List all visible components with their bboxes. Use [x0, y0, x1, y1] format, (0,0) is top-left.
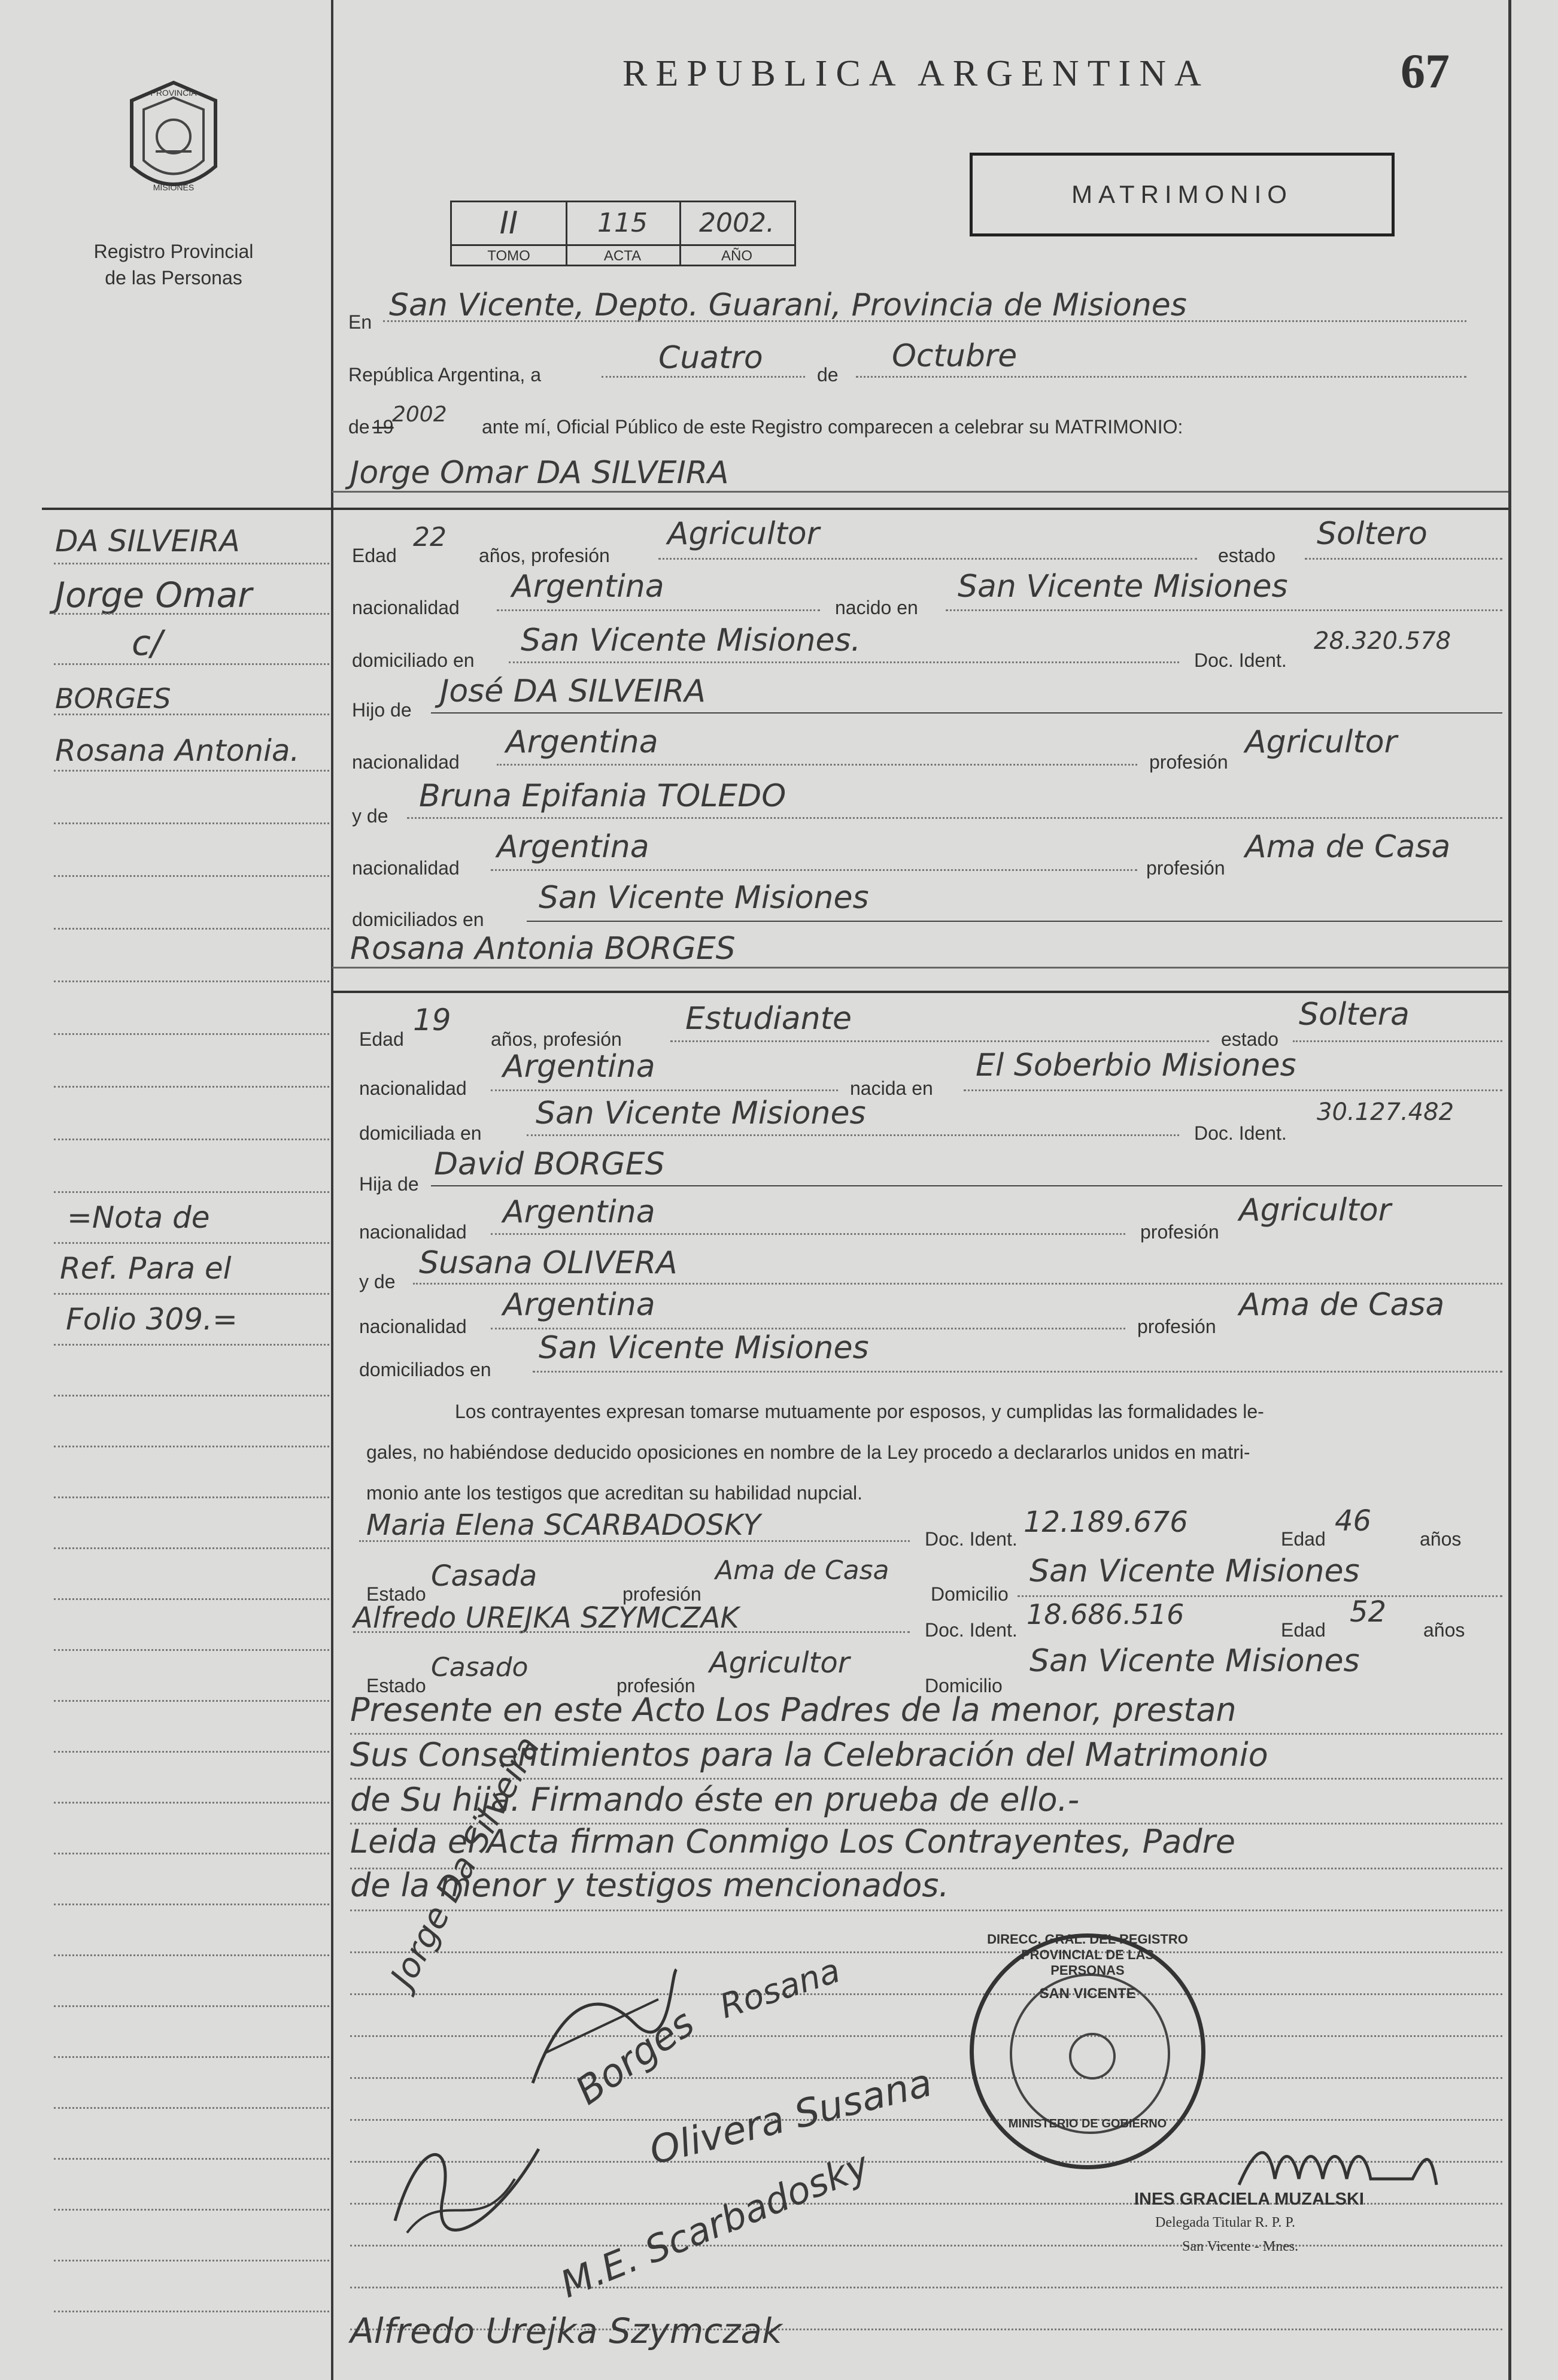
seal-ministry: MINISTERIO DE GOBIERNO	[1008, 2117, 1167, 2130]
witness-1-domicile: San Vicente Misiones	[1029, 1553, 1360, 1589]
groom-father: José DA SILVEIRA	[440, 673, 706, 709]
margin-rule	[54, 1904, 329, 1905]
margin-rule	[54, 663, 329, 665]
groom-edad-label: Edad	[352, 545, 397, 566]
field-rule	[1018, 1595, 1502, 1597]
year-value: 2002	[392, 402, 447, 427]
margin-rule	[54, 1649, 329, 1651]
bride-hija-label: Hija de	[359, 1173, 419, 1195]
bride-domicile: San Vicente Misiones	[536, 1095, 866, 1131]
groom-estado-label: estado	[1218, 545, 1276, 566]
margin-rule	[54, 2209, 329, 2211]
groom-name: Jorge Omar DA SILVEIRA	[350, 455, 729, 491]
declaration-line-1: Los contrayentes expresan tomarse mutuamente por esposos, y cumplidas las formalidades le-	[455, 1401, 1264, 1422]
record-number-box	[450, 201, 796, 266]
signature-witness-2: Alfredo Urejka Szymczak	[350, 2311, 782, 2351]
page-number: 67	[1401, 44, 1450, 98]
signature-scribble-2	[527, 1963, 682, 2095]
groom-yde-label: y de	[352, 805, 388, 827]
groom-mother-prof-label: profesión	[1146, 857, 1225, 879]
field-rule	[413, 1283, 1502, 1285]
signature-bride: Rosana	[715, 1951, 845, 2027]
bride-mother: Susana OLIVERA	[419, 1245, 678, 1281]
field-rule	[407, 817, 1502, 819]
bride-profession: Estudiante	[685, 1001, 852, 1037]
margin-rule	[54, 1802, 329, 1804]
bride-mother-nat: Argentina	[503, 1287, 655, 1323]
bride-name-rule	[332, 967, 1508, 969]
declaration-line-2: gales, no habiéndose deducido oposiciones en nombre de la Ley procedo a declararlos unidos en matri-	[366, 1441, 1250, 1463]
right-margin-rule	[1508, 0, 1511, 2380]
margin-rule	[54, 2158, 329, 2160]
en-label: En	[348, 311, 372, 333]
anio-value: 2002.	[699, 208, 775, 238]
field-rule	[431, 1185, 1502, 1186]
margin-rule	[54, 1293, 329, 1295]
field-rule	[658, 558, 1197, 560]
republica-label: República Argentina, a	[348, 364, 541, 385]
groom-mother-prof: Ama de Casa	[1245, 829, 1451, 865]
note-line-2: Sus Consentimientos para la Celebración del Matrimonio	[350, 1736, 1268, 1774]
bride-doc: 30.127.482	[1317, 1098, 1454, 1126]
groom-nacionalidad-label: nacionalidad	[352, 597, 460, 618]
witness-1-domicilio-label: Domicilio	[931, 1583, 1009, 1605]
field-rule	[527, 921, 1502, 922]
acta-value: 115	[566, 202, 681, 244]
tomo-label: TOMO	[452, 244, 567, 266]
acta-label: ACTA	[566, 244, 681, 266]
witness-2-domicile: San Vicente Misiones	[1029, 1643, 1360, 1679]
margin-rule	[54, 980, 329, 982]
margin-rule	[54, 2311, 329, 2312]
ante-text: ante mí, Oficial Público de este Registro comparecen a celebrar su MATRIMONIO:	[482, 416, 1183, 438]
bride-edad-label: Edad	[359, 1028, 404, 1050]
page-title: REPUBLICA ARGENTINA	[622, 53, 1210, 94]
groom-doc-label: Doc. Ident.	[1194, 649, 1287, 671]
margin-note-3: Folio 309.=	[66, 1302, 238, 1337]
document-type-box	[970, 153, 1395, 236]
witness-2-estado-label: Estado	[366, 1675, 426, 1696]
margin-rule	[54, 1344, 329, 1346]
province-crest-logo	[120, 77, 227, 208]
margin-note-2: Ref. Para el	[60, 1251, 232, 1286]
field-rule	[350, 2035, 1502, 2037]
margin-rule	[54, 2056, 329, 2058]
field-rule	[350, 1993, 1502, 1995]
margin-name-groom: Jorge Omar	[55, 575, 252, 615]
groom-nacido-label: nacido en	[835, 597, 918, 618]
field-rule	[964, 1089, 1502, 1091]
field-rule	[509, 661, 1179, 663]
signature-mother: Olivera Susana	[645, 2060, 937, 2174]
margin-surname-groom: DA SILVEIRA	[55, 524, 240, 558]
margin-rule	[54, 1598, 329, 1600]
groom-domicile: San Vicente Misiones.	[521, 623, 861, 658]
witness-2-age: 52	[1350, 1595, 1387, 1629]
bride-father: David BORGES	[434, 1146, 665, 1182]
groom-profesion-label: años, profesión	[479, 545, 610, 566]
groom-domiciliado-label: domiciliado en	[352, 649, 475, 671]
logo-text-top: PROVINCIA	[150, 88, 197, 98]
groom-profession: Agricultor	[667, 516, 819, 552]
day-rule	[602, 376, 805, 378]
seal-inner-text: SAN VICENTE	[1039, 1986, 1136, 2002]
registry-name	[93, 238, 254, 291]
bride-domiciliada-label: domiciliada en	[359, 1122, 482, 1144]
groom-father-nat: Argentina	[506, 724, 658, 760]
field-rule	[670, 1040, 1209, 1042]
groom-name-rule	[332, 491, 1508, 493]
note-line-5: de la menor y testigos mencionados.	[350, 1866, 949, 1904]
bride-estado-label: estado	[1221, 1028, 1279, 1050]
groom-section-divider	[42, 508, 1508, 510]
witness-1-profession: Ama de Casa	[715, 1555, 889, 1586]
witness-2-doc-label: Doc. Ident.	[925, 1619, 1018, 1641]
de-year-prefix: de	[348, 416, 370, 438]
bride-nationality: Argentina	[503, 1049, 655, 1085]
groom-nationality: Argentina	[512, 569, 664, 605]
bride-birthplace: El Soberbio Misiones	[976, 1048, 1296, 1083]
margin-rule	[54, 1853, 329, 1854]
bride-mother-prof: Ama de Casa	[1239, 1287, 1445, 1323]
registry-line-1: Registro Provincial	[93, 241, 254, 262]
month-rule	[856, 376, 1466, 378]
anio-label: AÑO	[679, 244, 794, 266]
margin-rule	[54, 714, 329, 715]
signature-father-scribble	[383, 2125, 563, 2245]
witness-1-status: Casada	[431, 1559, 537, 1593]
bride-nacionalidad-label: nacionalidad	[359, 1077, 467, 1099]
bride-name: Rosana Antonia BORGES	[350, 931, 736, 967]
margin-rule	[54, 2005, 329, 2007]
bride-doc-label: Doc. Ident.	[1194, 1122, 1287, 1144]
field-rule	[353, 1631, 910, 1633]
groom-age: 22	[413, 522, 447, 552]
witness-2-anos-label: años	[1423, 1619, 1465, 1641]
field-rule	[1293, 1040, 1502, 1042]
bride-profesion-label: años, profesión	[491, 1028, 622, 1050]
margin-rule	[54, 875, 329, 877]
field-rule	[491, 869, 1137, 871]
bride-section-divider	[332, 991, 1508, 993]
groom-status: Soltero	[1317, 516, 1428, 552]
bride-yde-label: y de	[359, 1271, 396, 1292]
bride-father-nat: Argentina	[503, 1194, 655, 1230]
margin-rule	[54, 1700, 329, 1702]
note-line-1: Presente en este Acto Los Padres de la menor, prestan	[350, 1691, 1237, 1729]
bride-father-nat-label: nacionalidad	[359, 1221, 467, 1243]
document-type: MATRIMONIO	[1071, 180, 1293, 208]
field-rule	[359, 1540, 910, 1542]
official-title: Delegada Titular R. P. P.	[1155, 2215, 1296, 2230]
signature-bride-surname: Borges	[567, 2000, 703, 2114]
margin-rule	[54, 770, 329, 772]
month-value: Octubre	[892, 338, 1018, 374]
field-rule	[1305, 558, 1502, 560]
groom-mother-nat: Argentina	[497, 829, 649, 865]
witness-2-doc: 18.686.516	[1026, 1598, 1185, 1631]
bride-nacida-label: nacida en	[850, 1077, 933, 1099]
witness-2-status: Casado	[431, 1652, 529, 1683]
witness-2-profession: Agricultor	[709, 1646, 850, 1680]
margin-con: c/	[132, 623, 163, 663]
declaration-line-3: monio ante los testigos que acreditan su habilidad nupcial.	[366, 1482, 862, 1504]
witness-1-edad-label: Edad	[1281, 1528, 1326, 1550]
seal-outer-text: DIRECC. GRAL. DEL REGISTRO PROVINCIAL DE LAS PERSONAS	[987, 1932, 1188, 1978]
official-name: INES GRACIELA MUZALSKI	[1134, 2190, 1364, 2209]
note-line-4: Leida el Acta firman Conmigo Los Contrayentes, Padre	[350, 1823, 1235, 1860]
registry-line-2: de las Personas	[105, 267, 242, 289]
witness-2-domicilio-label: Domicilio	[925, 1675, 1003, 1696]
margin-rule	[54, 822, 329, 824]
witness-1-anos-label: años	[1420, 1528, 1462, 1550]
field-rule	[431, 712, 1502, 714]
place-value: San Vicente, Depto. Guarani, Provincia de Misiones	[389, 287, 1187, 323]
groom-mother-nat-label: nacionalidad	[352, 857, 460, 879]
bride-domiciliados-label: domiciliados en	[359, 1359, 491, 1380]
groom-hijo-label: Hijo de	[352, 699, 412, 721]
bride-mother-prof-label: profesión	[1137, 1316, 1216, 1337]
margin-rule	[54, 1086, 329, 1088]
signature-groom: Jorge Da Silveira	[383, 1730, 548, 1994]
bride-age: 19	[413, 1003, 451, 1037]
note-line-3: de Su hija. Firmando éste en prueba de ello.-	[350, 1781, 1080, 1819]
field-rule	[350, 2245, 1502, 2247]
margin-rule	[54, 1751, 329, 1753]
official-signature	[1233, 2131, 1460, 2197]
witness-1-doc: 12.189.676	[1024, 1505, 1188, 1539]
groom-mother: Bruna Epifania TOLEDO	[419, 778, 786, 814]
bride-father-prof: Agricultor	[1239, 1192, 1391, 1228]
de-label: de	[817, 364, 839, 385]
witness-1-age: 46	[1335, 1504, 1372, 1538]
groom-domiciliados-label: domiciliados en	[352, 909, 484, 930]
margin-rule	[54, 1547, 329, 1549]
field-rule	[527, 1134, 1179, 1136]
bride-parents-domicile: San Vicente Misiones	[539, 1330, 869, 1366]
field-rule	[491, 1233, 1125, 1235]
witness-2-edad-label: Edad	[1281, 1619, 1326, 1641]
logo-text-bottom: MISIONES	[153, 183, 195, 192]
groom-parents-domicile: San Vicente Misiones	[539, 880, 869, 916]
bride-mother-nat-label: nacionalidad	[359, 1316, 467, 1337]
place-rule	[383, 320, 1466, 322]
tomo-value: II	[452, 202, 567, 244]
witness-1-estado-label: Estado	[366, 1583, 426, 1605]
margin-note-1: =Nota de	[67, 1200, 210, 1235]
official-place: San Vicente - Mnes.	[1182, 2239, 1299, 2254]
year-struck: 19	[372, 416, 394, 438]
witness-1-prof-label: profesión	[622, 1583, 701, 1605]
witness-2-prof-label: profesión	[616, 1675, 696, 1696]
witness-1-name: Maria Elena SCARBADOSKY	[366, 1508, 761, 1542]
margin-rule	[54, 2260, 329, 2261]
witness-1-doc-label: Doc. Ident.	[925, 1528, 1018, 1550]
margin-name-bride: Rosana Antonia.	[55, 733, 300, 768]
field-rule	[350, 1910, 1502, 1911]
field-rule	[497, 764, 1137, 766]
field-rule	[350, 2287, 1502, 2288]
witness-2-name: Alfredo UREJKA SZYMCZAK	[353, 1601, 739, 1635]
margin-rule	[54, 1242, 329, 1244]
bride-father-prof-label: profesión	[1140, 1221, 1219, 1243]
margin-rule	[54, 1395, 329, 1397]
margin-surname-bride: BORGES	[55, 682, 171, 715]
groom-father-prof: Agricultor	[1245, 724, 1397, 760]
margin-rule	[54, 1139, 329, 1140]
field-rule	[350, 1951, 1502, 1953]
field-rule	[946, 609, 1502, 611]
margin-rule	[54, 1446, 329, 1447]
left-margin-rule	[331, 0, 333, 2380]
signature-witness-1: M.E. Scarbadosky	[554, 2142, 875, 2307]
margin-rule	[54, 1033, 329, 1035]
field-rule	[350, 1733, 1502, 1735]
groom-father-prof-label: profesión	[1149, 751, 1228, 773]
margin-rule	[54, 1191, 329, 1193]
field-rule	[350, 2119, 1502, 2121]
margin-rule	[54, 928, 329, 930]
groom-birthplace: San Vicente Misiones	[958, 569, 1288, 605]
field-rule	[497, 609, 820, 611]
groom-doc: 28.320.578	[1314, 627, 1451, 655]
margin-rule	[54, 1954, 329, 1956]
field-rule	[533, 1371, 1502, 1373]
field-rule	[491, 1328, 1125, 1329]
margin-rule	[54, 2107, 329, 2109]
official-seal	[970, 1933, 1205, 2169]
margin-rule	[54, 613, 329, 615]
bride-status: Soltera	[1299, 997, 1410, 1033]
groom-father-nat-label: nacionalidad	[352, 751, 460, 773]
margin-rule	[54, 563, 329, 564]
seal-core	[1069, 2033, 1116, 2080]
field-rule	[491, 1089, 838, 1091]
day-value: Cuatro	[658, 340, 763, 376]
margin-rule	[54, 1496, 329, 1498]
